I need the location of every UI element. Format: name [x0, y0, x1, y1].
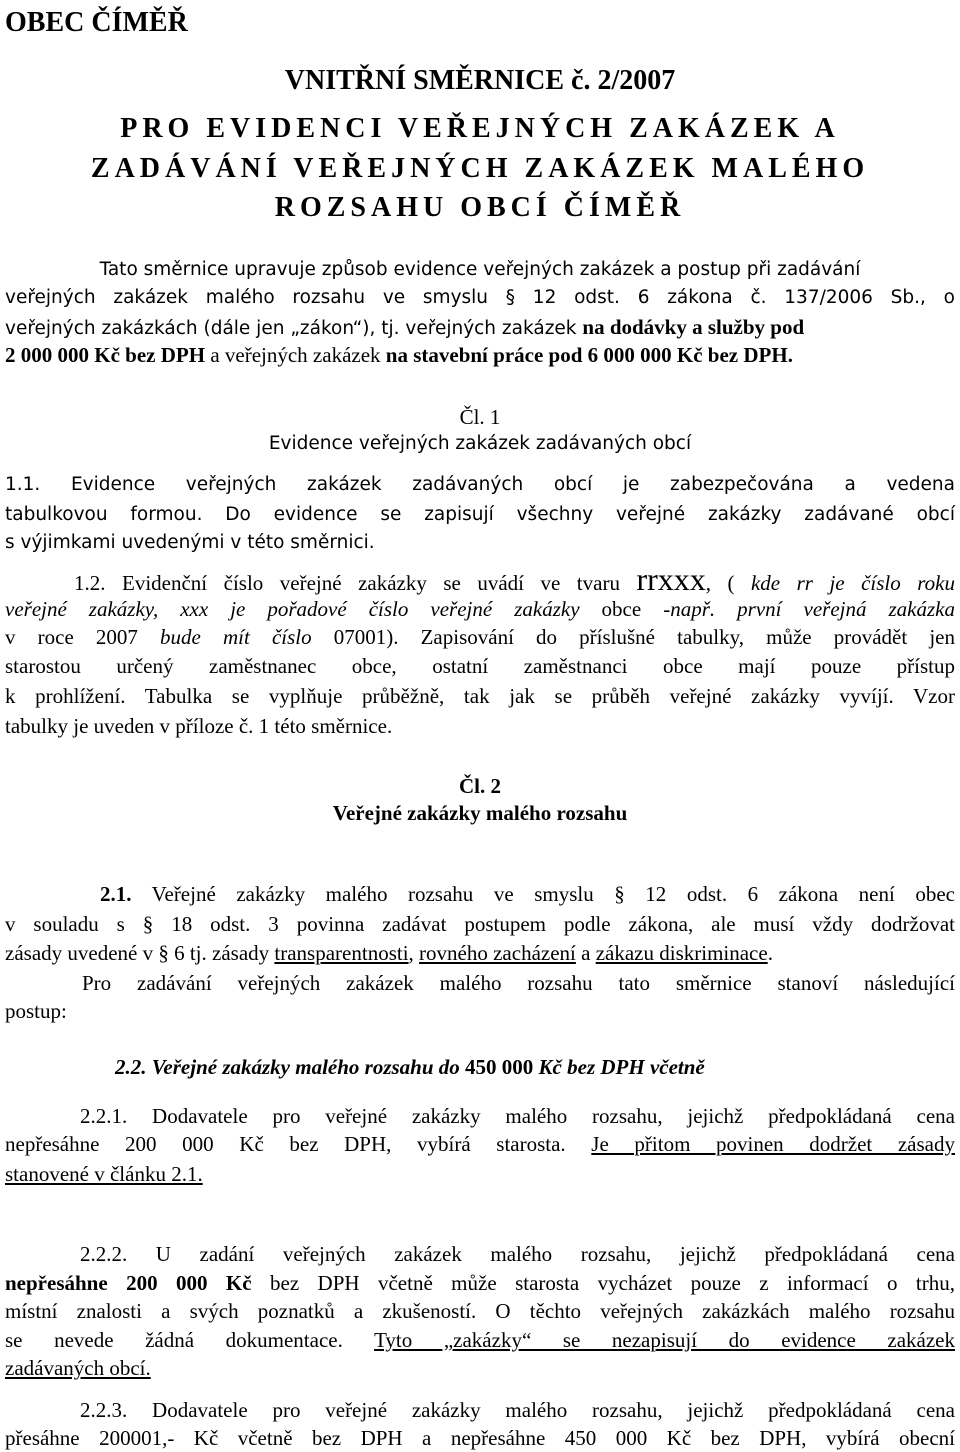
article-1-heading: Evidence veřejných zakázek zadávaných obcí: [268, 433, 692, 454]
para-2-1-line-2: v souladu s § 18 odst. 3 povinna zadávat postupem podle zákona, ale musí vždy dodržovat: [5, 912, 955, 936]
para-1-2-line-4: starostou určený zaměstnanec obce, ostatní zaměstnanci obce mají pouze přístup: [5, 654, 955, 678]
para-2-2-2-line-3: místní znalosti a svých poznatků a zkušeností. O těchto veřejných zakázkách malého rozsahu: [5, 1299, 955, 1323]
article-2-heading: Veřejné zakázky malého rozsahu: [332, 801, 628, 825]
intro-text: veřejných zakázkách (dále jen „zákon“), tj. veřejných zakázek: [5, 318, 583, 339]
para-text: Veřejné zakázky malého rozsahu ve smyslu § 12 odst. 6 zákona není obec: [131, 882, 955, 906]
article-1-number: Čl. 1: [459, 405, 501, 429]
para-underlined: Tyto „zakázky“ se nezapisují do evidence zakázek: [374, 1328, 955, 1352]
section-title: Veřejné zakázky malého rozsahu do: [151, 1055, 466, 1079]
para-text: zásady uvedené v § 6 tj. zásady: [5, 941, 275, 965]
intro-text: a veřejných zakázek: [205, 343, 386, 367]
para-text: ,: [408, 941, 420, 965]
directive-title: VNITŘNÍ SMĚRNICE č. 2/2007: [284, 65, 676, 96]
intro-line-2: veřejných zakázek malého rozsahu ve smyslu § 12 odst. 6 zákona č. 137/2006 Sb., o: [5, 287, 955, 308]
para-1-2-line-1: [5, 561, 955, 597]
para-1-2-line-2: [5, 596, 955, 622]
para-2-1-line-4: Pro zadávání veřejných zakázek malého rozsahu tato směrnice stanoví následující: [82, 971, 955, 995]
para-2-2-3-line-1: 2.2.3. Dodavatele pro veřejné zakázky malého rozsahu, jejichž předpokládaná cena: [80, 1398, 955, 1422]
para-number: 2.1.: [100, 882, 132, 906]
article-2-number: Čl. 2: [459, 774, 501, 798]
para-2-2-1-line-3: [5, 1161, 955, 1187]
section-title-amount: 450 000: [465, 1055, 534, 1079]
para-underlined: stanovené v článku 2.1.: [5, 1162, 203, 1186]
para-1-1-line-1: 1.1. Evidence veřejných zakázek zadávaných obcí je zabezpečována a vedena: [5, 474, 955, 495]
para-underlined: zadávaných obcí.: [5, 1356, 151, 1380]
para-italic: veřejné zakázky, xxx je pořadové číslo veřejné zakázky: [5, 597, 580, 621]
intro-emphasis: na stavební práce pod 6 000 000 Kč bez DPH.: [385, 343, 793, 367]
para-1-1-line-3: s výjimkami uvedenými v této směrnici.: [5, 532, 375, 553]
para-italic: bude mít číslo: [160, 625, 312, 649]
section-title: Kč bez DPH včetně: [533, 1055, 705, 1079]
para-2-1-line-5: postup:: [5, 999, 67, 1023]
principle-equal-treatment: rovného zacházení: [419, 941, 576, 965]
para-text: , (: [705, 571, 751, 595]
para-text: 07001). Zapisování do příslušné tabulky, může provádět jen: [311, 625, 955, 649]
intro-line-1: Tato směrnice upravuje způsob evidence veřejných zakázek a postup při zadávání: [99, 259, 861, 280]
para-1-2-line-5: k prohlížení. Tabulka se vyplňuje průběžně, tak jak se průběh veřejné zakázky vyvíjí. Vzor: [5, 684, 955, 708]
para-text: a: [575, 941, 596, 965]
principle-non-discrimination: zákazu diskriminace: [595, 941, 768, 965]
principle-transparency: transparentnosti: [274, 941, 409, 965]
para-underlined: Je přitom povinen dodržet zásady: [591, 1132, 955, 1156]
intro-emphasis: na dodávky a služby pod: [582, 315, 805, 339]
directive-subtitle-line-3: ROZSAHU OBCÍ ČÍMĚŘ: [274, 192, 686, 223]
para-1-2-line-6: tabulky je uveden v příloze č. 1 této směrnice.: [5, 714, 393, 738]
para-text: 1.2. Evidenční číslo veřejné zakázky se uvádí ve tvaru: [74, 571, 637, 595]
para-text: se nevede žádná dokumentace.: [5, 1328, 375, 1352]
para-text: obce -: [579, 597, 671, 621]
para-text: .: [767, 941, 773, 965]
para-2-2-3-line-2: přesáhne 200001,- Kč včetně bez DPH a nepřesáhne 450 000 Kč bez DPH, vybírá obecní: [5, 1426, 955, 1450]
directive-subtitle-line-2: ZADÁVÁNÍ VEŘEJNÝCH ZAKÁZEK MALÉHO: [90, 153, 870, 184]
para-1-1-line-2: tabulkovou formou. Do evidence se zapisují všechny veřejné zakázky zadávané obcí: [5, 504, 955, 525]
intro-emphasis: 2 000 000 Kč bez DPH: [5, 343, 206, 367]
section-number: 2.2.: [115, 1055, 152, 1079]
para-2-2-2-line-1: 2.2.2. U zadání veřejných zakázek malého rozsahu, jejichž předpokládaná cena: [80, 1242, 955, 1266]
para-text: v roce 2007: [5, 625, 161, 649]
para-bold: nepřesáhne 200 000 Kč: [5, 1271, 252, 1295]
para-2-2-1-line-2: [5, 1131, 955, 1157]
intro-line-3: [5, 314, 955, 342]
evidence-code-format: rrxxx: [636, 561, 706, 597]
para-2-2-2-line-4: [5, 1327, 955, 1353]
para-2-1-line-1: [5, 881, 955, 907]
intro-line-4: [5, 342, 955, 368]
para-2-2-2-line-5: [5, 1355, 955, 1381]
para-text: nepřesáhne 200 000 Kč bez DPH, vybírá starosta.: [5, 1132, 592, 1156]
para-2-2-1-line-1: 2.2.1. Dodavatele pro veřejné zakázky malého rozsahu, jejichž předpokládaná cena: [80, 1104, 955, 1128]
para-text: bez DPH včetně může starosta vycházet pouze z informací o trhu,: [251, 1271, 955, 1295]
section-2-2-title: [115, 1054, 960, 1080]
para-1-2-line-3: [5, 624, 955, 650]
para-italic: např. první veřejná zakázka: [670, 597, 955, 621]
directive-subtitle-line-1: PRO EVIDENCI VEŘEJNÝCH ZAKÁZEK A: [120, 113, 840, 144]
municipality-header: OBEC ČÍMĚŘ: [5, 7, 188, 38]
para-2-2-2-line-2: [5, 1270, 955, 1296]
para-italic: kde rr je číslo roku: [750, 571, 955, 595]
para-2-1-line-3: [5, 940, 955, 966]
